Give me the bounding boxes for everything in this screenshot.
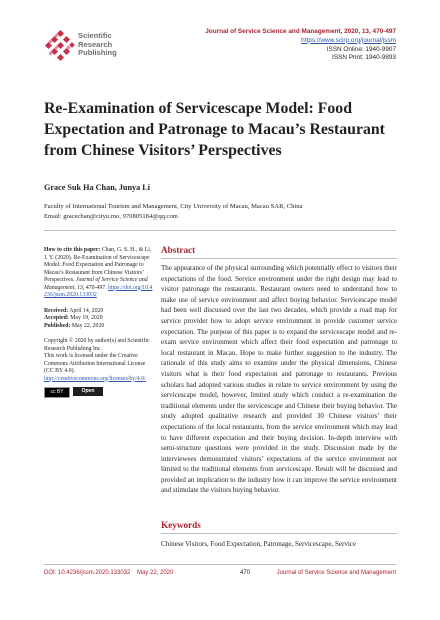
published-label: Published: bbox=[44, 322, 71, 329]
footer-journal: Journal of Service Science and Management bbox=[276, 570, 396, 576]
author-affiliation-block bbox=[44, 202, 404, 222]
abstract-heading: Abstract bbox=[161, 245, 196, 255]
scirp-logo-icon bbox=[44, 30, 76, 62]
footer-date: May 22, 2020 bbox=[137, 570, 174, 576]
license-link[interactable]: http://creativecommons.org/licenses/by/4.0/ bbox=[44, 375, 146, 382]
footer-divider bbox=[44, 564, 396, 565]
received-label: Received: bbox=[44, 307, 69, 314]
open-access-badge[interactable]: Open Access bbox=[73, 387, 103, 396]
affiliation: Faculty of International Tourism and Management, City University of Macau, Macau SAR, China bbox=[44, 203, 303, 210]
article-info-sidebar bbox=[44, 247, 154, 403]
abstract-divider bbox=[161, 258, 397, 259]
issn-online: ISSN Online: 1940-9907 bbox=[326, 45, 396, 53]
accepted-date: May 19, 2020 bbox=[70, 315, 103, 321]
cite-pages: 470-497. bbox=[85, 284, 107, 291]
section-divider bbox=[44, 230, 396, 231]
author-email: Email: gracechan@cityu.mo, 970805184@qq.com bbox=[44, 212, 178, 220]
cc-by-badge-icon[interactable]: cc BY bbox=[44, 387, 70, 398]
cite-journal: Journal of Service Science and Management, 13, bbox=[44, 277, 148, 291]
footer-doi: DOI: 10.4236/jssm.2020.133032 bbox=[44, 570, 131, 576]
keywords-heading: Keywords bbox=[161, 520, 201, 530]
issn-print: ISSN Print: 1940-9893 bbox=[332, 54, 396, 62]
publisher-name bbox=[78, 32, 117, 58]
copyright-text: Copyright © 2020 by author(s) and Scientific Research Publishing Inc. bbox=[44, 338, 150, 352]
paper-authors: Grace Suk Ha Chan, Junya Li bbox=[44, 183, 151, 192]
cite-text: Chan, G. S. H., & Li, J. Y. (2020). Re-Examination of Servicescape Model: Food Expectation and Patronage to Macau’s Restaurant from Chinese Visitors’ Perspectives. bbox=[44, 247, 152, 283]
journal-reference: Journal of Service Science and Management, 2020, 13, 470-497 bbox=[205, 28, 396, 35]
license-block bbox=[44, 338, 154, 403]
page-number: 470 bbox=[240, 570, 251, 576]
dates-block bbox=[44, 308, 154, 331]
published-date: May 22, 2020 bbox=[71, 322, 105, 329]
paper-title: Re-Examination of Servicescape Model: Food Expectation and Patronage to Macau’s Restaurant from Chinese Visitors’ Perspectives bbox=[44, 100, 385, 159]
citation-block bbox=[44, 247, 154, 300]
journal-url-link[interactable]: https://www.scirp.org/journal/jssm bbox=[301, 36, 396, 44]
publisher-logo bbox=[44, 28, 154, 72]
received-date: April 14, 2020 bbox=[69, 307, 104, 314]
publisher-name-line: Research bbox=[78, 39, 113, 49]
accepted-label: Accepted: bbox=[44, 315, 69, 321]
cite-doi-link[interactable]: https://doi.org/10.4236/jssm.2020.133032 bbox=[44, 284, 153, 298]
abstract-text: The appearance of the physical surrounding which potentially effect to visitors their expectations of the food. Service environment under the right design may lead to visitor patronage the restaurants. Restaurant owners need to understand how to make use of service environment and affect buying behavior. Servicescape model had been well discussed over the last two decades, which provide a road map for service provider how to adopt service environment in provide customer service expectation. The purpose of this paper is to expand the servicescape model and re-exam service environment which affect their food expectation and patronage to local restaurant in Macau. Hope to make further suggestion to the industry. The rationale of this study aims to examine under the physical dimensions, Chinese visitors what is their food expectation and patronage to restaurants. Previous scholars had adopted various studies in relate to service environment by using the servicescape model, however, limited study which conduct a re-examination the traditional elements under the servicescape and Chinese their buying behavior. The study adopted qualitative research and provided 30 Chinese visitors’ their expectations of the local restaurants, from the service environment which may lead to have different expectation and their buying decision. In-depth interview with semi-structure questions were provided in the study. Discussion made by the interviewees demonstrated visitors’ expectations of the service environment not limited to the traditional elements from servicescape. Result will be discussed and provided an implication to the industry how it can improve the service environment and stimulate the visitors buying behavior. bbox=[161, 264, 397, 495]
keywords-divider bbox=[161, 533, 397, 534]
license-text: This work is licensed under the Creative Commons Attribution International License (CC BY 4.0). bbox=[44, 353, 146, 374]
publisher-name-line: Scientific bbox=[78, 31, 112, 40]
journal-header bbox=[205, 28, 396, 63]
cite-label: How to cite this paper: bbox=[44, 247, 101, 253]
publisher-name-line: Publishing bbox=[78, 48, 117, 58]
keywords-text: Chinese Visitors, Food Expectation, Patronage, Servicescape, Service bbox=[161, 540, 357, 548]
